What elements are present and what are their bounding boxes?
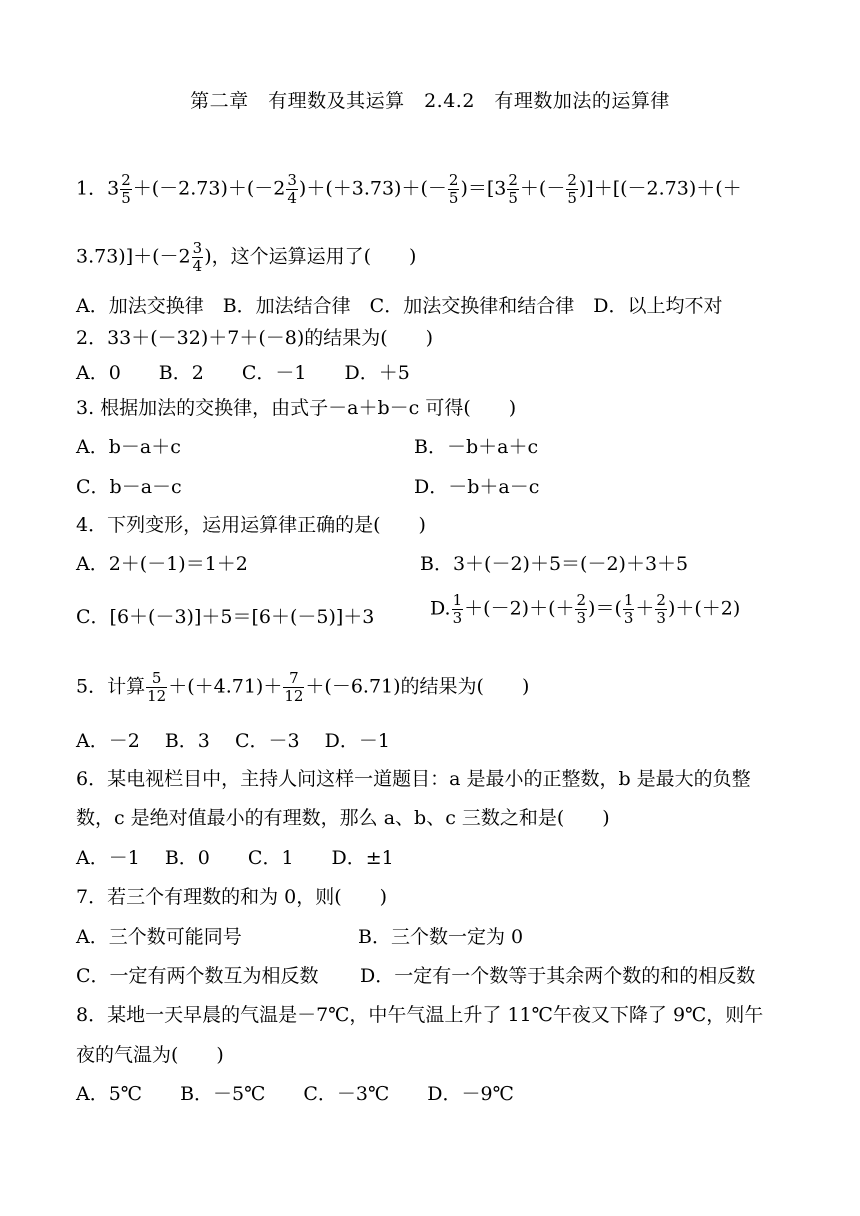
fraction: $\frac{2}{5}$ [508, 171, 518, 207]
question-1-options: A．加法交换律 B．加法结合律 C．加法交换律和结合律 D．以上均不对 [76, 295, 723, 317]
fraction: $\frac{2}{5}$ [448, 171, 459, 207]
fraction: $\frac{5}{12}$ [147, 669, 167, 705]
question-2-stem: 2．33＋(－32)＋7＋(－8)的结果为( ) [76, 327, 434, 349]
question-1-line-1: 1．3 $\frac{2}{5}$ ＋(－2.73)＋(－2 $\frac{3}{4}$ )＋(＋3.73)＋(－ $\frac{2}{5}$ )＝[3 $\frac{2}{5}$ ＋(－ $\frac{2}{5}$ )]＋[(－2.73)＋(＋ [76, 171, 742, 207]
fraction: $\frac{7}{12}$ [284, 669, 304, 705]
fraction: $\frac{2}{3}$ [656, 591, 666, 627]
fraction: $\frac{1}{3}$ [452, 591, 463, 627]
question-7-option-c: C．一定有两个数互为相反数 [76, 965, 319, 987]
question-7-stem: 7．若三个有理数的和为 0，则( ) [76, 886, 388, 908]
question-4-option-b: B．3＋(－2)＋5＝(－2)＋3＋5 [420, 553, 689, 575]
fraction: $\frac{2}{5}$ [567, 171, 577, 207]
question-3-stem: 3. 根据加法的交换律，由式子－a＋b－c 可得( ) [76, 397, 517, 419]
fraction: $\frac{1}{3}$ [623, 591, 634, 627]
fraction: $\frac{3}{4}$ [287, 171, 297, 207]
question-6-options: A．－1 B．0 C．1 D．±1 [76, 847, 394, 869]
question-1-line-2: 3.73)]＋(－2 $\frac{3}{4}$ )，这个运算运用了( ) [76, 239, 417, 275]
fraction: $\frac{3}{4}$ [192, 239, 203, 275]
question-3-option-d: D．－b＋a－c [414, 476, 540, 498]
question-8-options: A．5℃ B．－5℃ C．－3℃ D．－9℃ [76, 1083, 514, 1105]
question-4-option-a: A．2＋(－1)＝1＋2 [76, 553, 248, 575]
question-2-options: A．0 B．2 C．－1 D．＋5 [76, 362, 410, 384]
question-4-stem: 4．下列变形，运用运算律正确的是( ) [76, 514, 426, 536]
page-title: 第二章 有理数及其运算 2.4.2 有理数加法的运算律 [190, 90, 670, 112]
question-7-option-d: D．一定有一个数等于其余两个数的和的相反数 [360, 965, 756, 987]
fraction: $\frac{2}{5}$ [121, 171, 131, 207]
question-8-line-2: 夜的气温为( ) [76, 1044, 224, 1066]
question-4-option-c: C．[6＋(－3)]＋5＝[6＋(－5)]＋3 [76, 606, 375, 628]
question-8-line-1: 8．某地一天早晨的气温是－7℃，中午气温上升了 11℃午夜又下降了 9℃，则午 [76, 1004, 764, 1026]
question-5-options: A．－2 B．3 C．－3 D．－1 [76, 730, 390, 752]
question-3-option-b: B．－b＋a＋c [414, 436, 539, 458]
fraction: $\frac{2}{3}$ [576, 591, 587, 627]
question-3-option-a: A．b－a＋c [76, 436, 181, 458]
question-6-line-2: 数，c 是绝对值最小的有理数，那么 a、b、c 三数之和是( ) [76, 807, 610, 829]
question-3-option-c: C．b－a－c [76, 476, 182, 498]
question-6-line-1: 6．某电视栏目中，主持人问这样一道题目：a 是最小的正整数，b 是最大的负整 [76, 768, 751, 790]
question-7-option-b: B．三个数一定为 0 [358, 926, 524, 948]
question-7-option-a: A．三个数可能同号 [76, 926, 242, 948]
question-5-stem: 5．计算 $\frac{5}{12}$ ＋(＋4.71)＋ $\frac{7}{12}$ ＋(－6.71)的结果为( ) [76, 669, 530, 705]
question-4-option-d: D. $\frac{1}{3}$ ＋(－2)＋(＋ $\frac{2}{3}$ )＝( $\frac{1}{3}$ ＋ $\frac{2}{3}$ )＋(＋2) [430, 591, 741, 627]
